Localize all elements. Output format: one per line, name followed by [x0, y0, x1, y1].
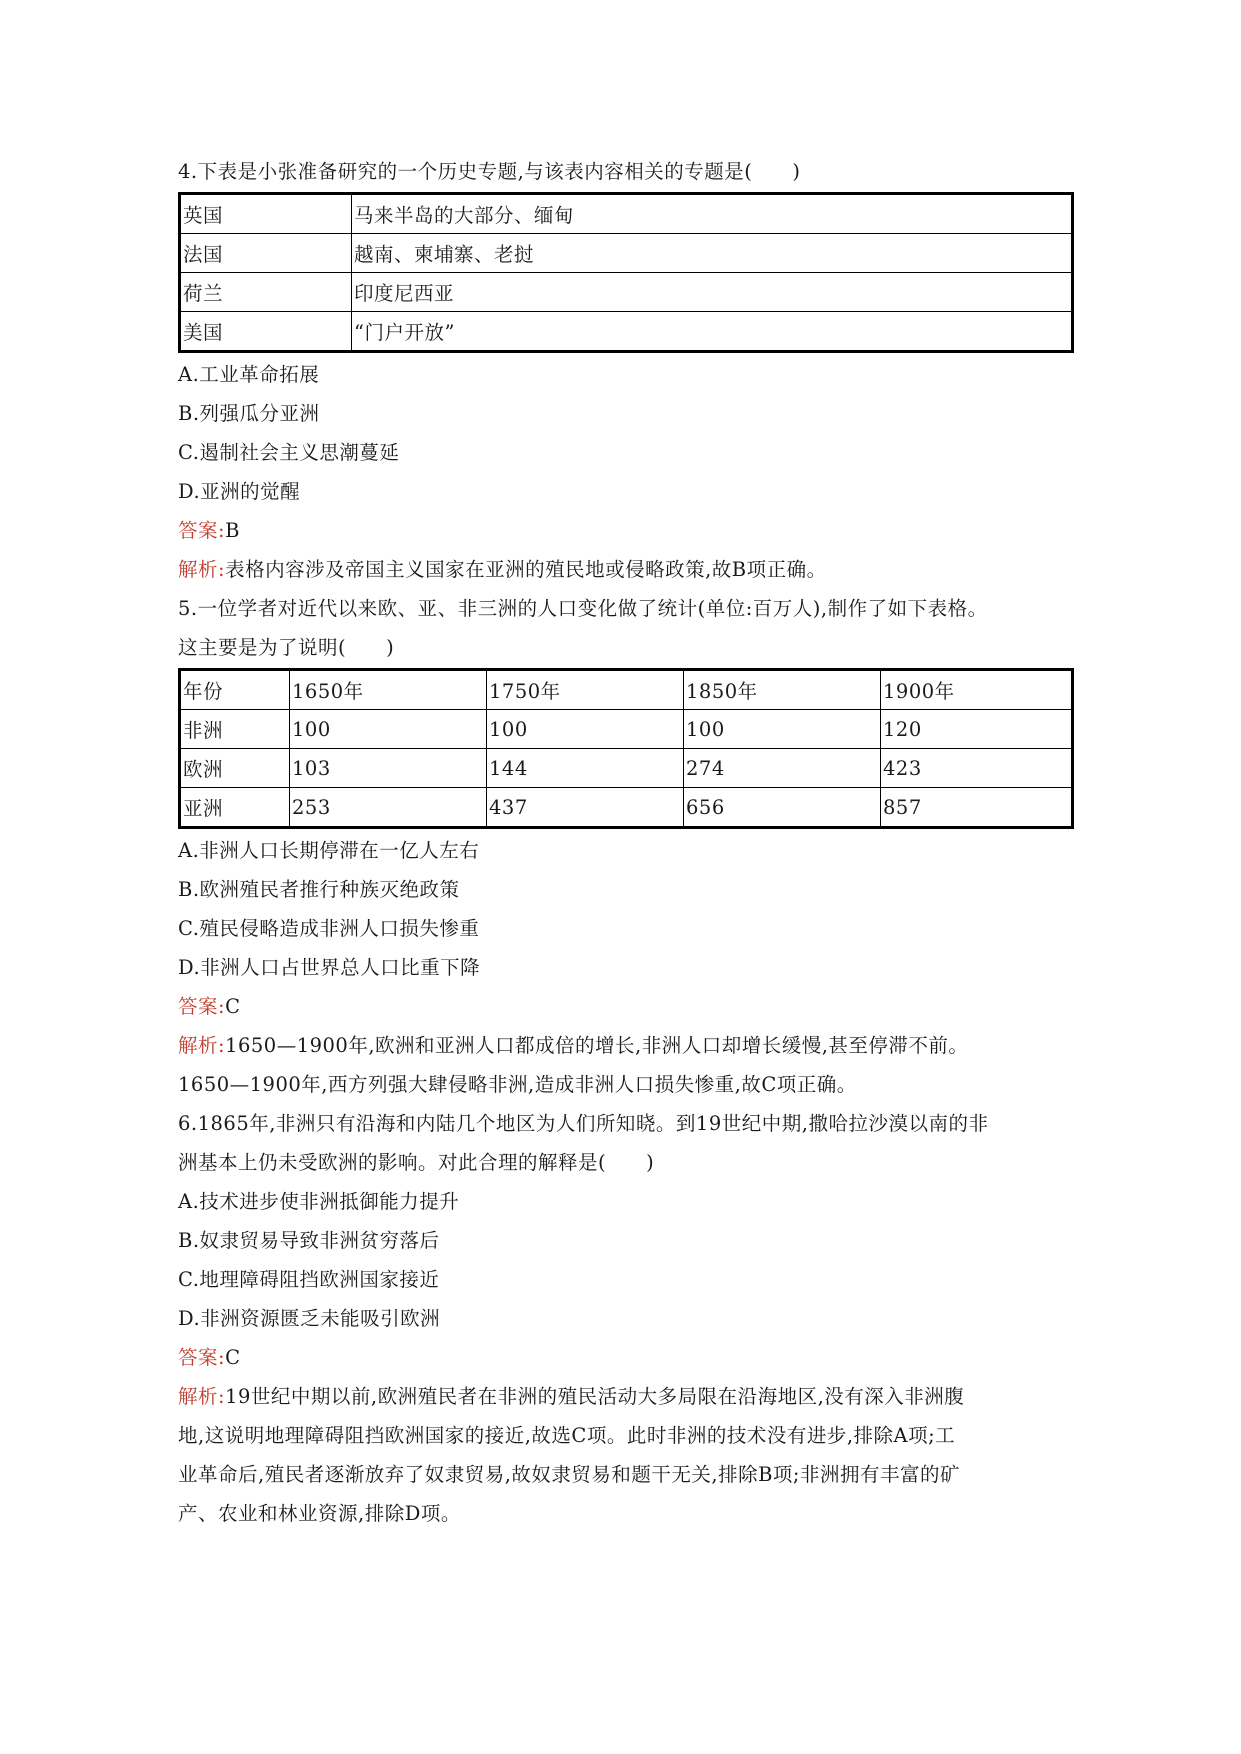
answer-value: B [225, 519, 240, 542]
table-cell: 857 [881, 788, 1073, 828]
table-cell: 法国 [180, 234, 352, 273]
q6-option-c: C.地理障碍阻挡欧洲国家接近 [178, 1268, 440, 1291]
q4-answer [178, 511, 1074, 550]
answer-label: 答案: [178, 995, 226, 1018]
q5-option-d: D.非洲人口占世界总人口比重下降 [178, 956, 481, 979]
table-cell: 非洲 [180, 710, 290, 749]
table-header-cell: 1750年 [487, 670, 684, 710]
table-cell: 100 [290, 710, 487, 749]
q6-answer [178, 1338, 1074, 1377]
q5-analysis-line2: 1650—1900年,西方列强大肆侵略非洲,造成非洲人口损失惨重,故C项正确。 [178, 1073, 857, 1096]
q4-table [178, 192, 1074, 353]
analysis-text: 1650—1900年,欧洲和亚洲人口都成倍的增长,非洲人口却增长缓慢,甚至停滞不前。 [225, 1034, 969, 1057]
q5-stem-line2: 这主要是为了说明( ) [178, 636, 395, 659]
q6-option-a: A.技术进步使非洲抵御能力提升 [178, 1190, 460, 1213]
table-header-cell: 1900年 [881, 670, 1073, 710]
table-header-cell: 1650年 [290, 670, 487, 710]
table-cell: 100 [684, 710, 881, 749]
table-cell: 马来半岛的大部分、缅甸 [352, 194, 1073, 234]
table-row [180, 234, 1073, 273]
table-header-cell: 1850年 [684, 670, 881, 710]
table-row [180, 194, 1073, 234]
table-cell: 越南、柬埔寨、老挝 [352, 234, 1073, 273]
table-header-cell: 年份 [180, 670, 290, 710]
analysis-label: 解析: [178, 558, 226, 581]
document-page [178, 152, 1074, 1533]
q5-analysis-line1 [178, 1026, 1074, 1065]
q4-option-a: A.工业革命拓展 [178, 363, 320, 386]
q5-option-b: B.欧洲殖民者推行种族灭绝政策 [178, 878, 460, 901]
q4-analysis [178, 550, 1074, 589]
table-row [180, 749, 1073, 788]
table-cell: 656 [684, 788, 881, 828]
table-cell: 423 [881, 749, 1073, 788]
analysis-label: 解析: [178, 1385, 226, 1408]
table-cell: 亚洲 [180, 788, 290, 828]
table-cell: 荷兰 [180, 273, 352, 312]
table-cell: 144 [487, 749, 684, 788]
q6-option-b: B.奴隶贸易导致非洲贫穷落后 [178, 1229, 440, 1252]
analysis-text: 19世纪中期以前,欧洲殖民者在非洲的殖民活动大多局限在沿海地区,没有深入非洲腹 [225, 1385, 965, 1408]
q6-analysis-line4: 产、农业和林业资源,排除D项。 [178, 1502, 461, 1525]
table-cell: 英国 [180, 194, 352, 234]
table-cell: 103 [290, 749, 487, 788]
table-cell: 印度尼西亚 [352, 273, 1073, 312]
q4-option-b: B.列强瓜分亚洲 [178, 402, 320, 425]
q6-stem-line2: 洲基本上仍未受欧洲的影响。对此合理的解释是( ) [178, 1151, 655, 1174]
table-cell: 120 [881, 710, 1073, 749]
q6-option-d: D.非洲资源匮乏未能吸引欧洲 [178, 1307, 441, 1330]
table-cell: 美国 [180, 312, 352, 352]
table-cell: 253 [290, 788, 487, 828]
q6-stem-line1: 6.1865年,非洲只有沿海和内陆几个地区为人们所知晓。到19世纪中期,撒哈拉沙漠以南的非 [178, 1112, 989, 1135]
answer-value: C [225, 995, 241, 1018]
table-header-row [180, 670, 1073, 710]
analysis-text: 表格内容涉及帝国主义国家在亚洲的殖民地或侵略政策,故B项正确。 [225, 558, 827, 581]
table-row [180, 710, 1073, 749]
answer-label: 答案: [178, 1346, 226, 1369]
q6-analysis-line2: 地,这说明地理障碍阻挡欧洲国家的接近,故选C项。此时非洲的技术没有进步,排除A项;工 [178, 1424, 956, 1447]
q6-analysis-line3: 业革命后,殖民者逐渐放弃了奴隶贸易,故奴隶贸易和题干无关,排除B项;非洲拥有丰富的矿 [178, 1463, 960, 1486]
table-cell: 274 [684, 749, 881, 788]
q4-option-d: D.亚洲的觉醒 [178, 480, 301, 503]
table-cell: 437 [487, 788, 684, 828]
q5-stem-line1: 5.一位学者对近代以来欧、亚、非三洲的人口变化做了统计(单位:百万人),制作了如下表格。 [178, 597, 988, 620]
analysis-label: 解析: [178, 1034, 226, 1057]
table-row [180, 273, 1073, 312]
q5-answer [178, 987, 1074, 1026]
answer-label: 答案: [178, 519, 226, 542]
q5-option-c: C.殖民侵略造成非洲人口损失惨重 [178, 917, 480, 940]
table-row [180, 788, 1073, 828]
table-cell: 欧洲 [180, 749, 290, 788]
q4-stem: 4.下表是小张准备研究的一个历史专题,与该表内容相关的专题是( ) [178, 160, 801, 183]
table-row [180, 312, 1073, 352]
q5-table [178, 668, 1074, 829]
q4-option-c: C.遏制社会主义思潮蔓延 [178, 441, 400, 464]
q5-option-a: A.非洲人口长期停滞在一亿人左右 [178, 839, 480, 862]
answer-value: C [225, 1346, 241, 1369]
table-cell: 100 [487, 710, 684, 749]
table-cell: “门户开放” [352, 312, 1073, 352]
q6-analysis-line1 [178, 1377, 1074, 1416]
